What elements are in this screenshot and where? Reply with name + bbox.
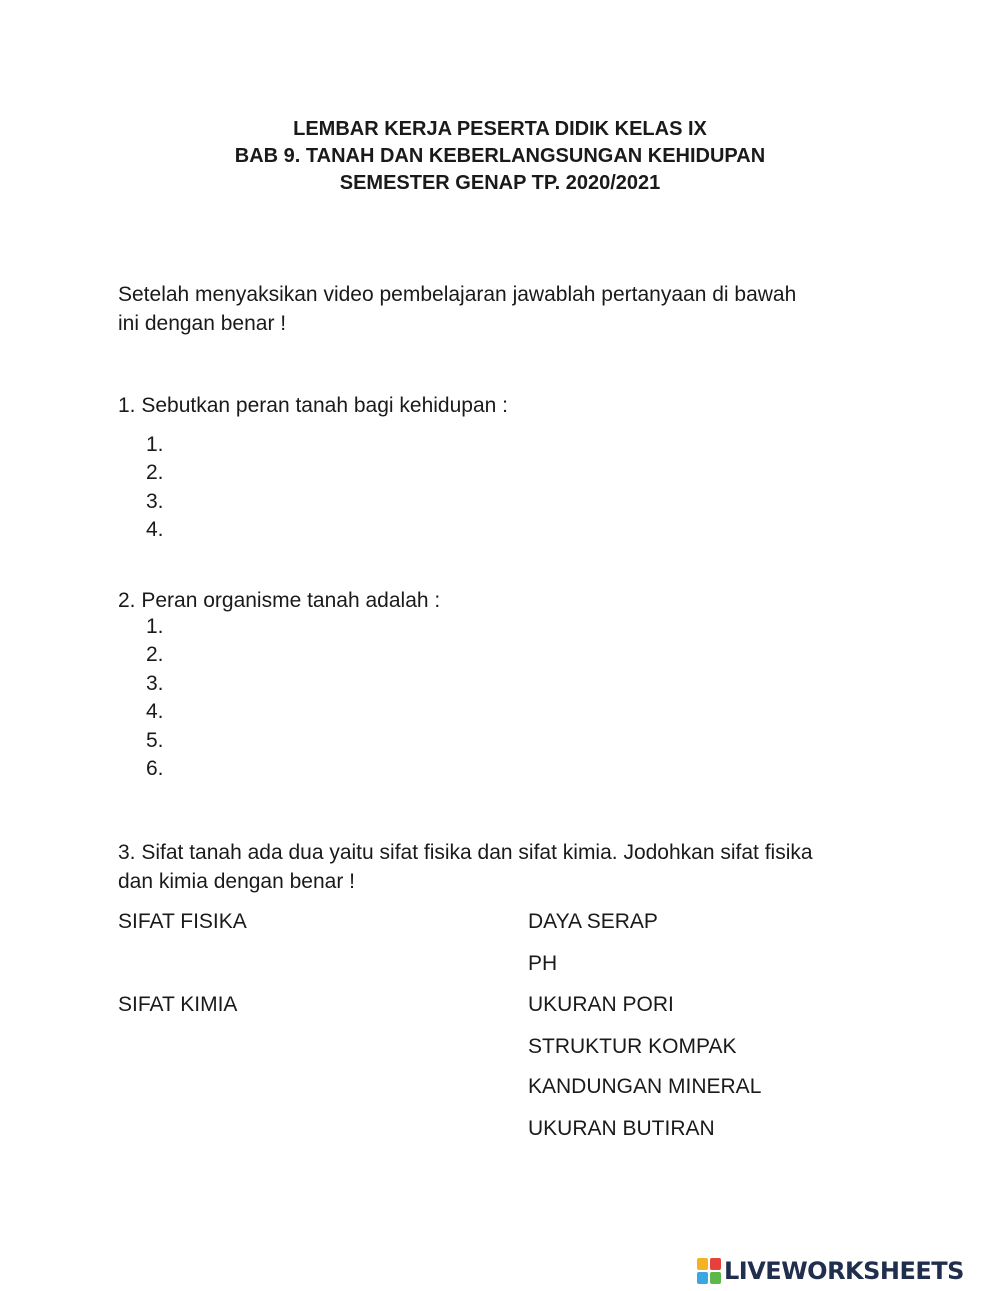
title-line-2: BAB 9. TANAH DAN KEBERLANGSUNGAN KEHIDUPAN	[234, 145, 766, 167]
category-chemical-properties[interactable]: SIFAT KIMIA	[118, 993, 238, 1016]
answer-slot[interactable]: 3.	[146, 489, 164, 513]
instructions-line-1: Setelah menyaksikan video pembelajaran jawablah pertanyaan di bawah	[118, 283, 797, 306]
answer-slot[interactable]: 1.	[146, 615, 164, 638]
match-option[interactable]: UKURAN BUTIRAN	[528, 1117, 715, 1140]
liveworksheets-wordmark: LIVEWORKSHEETS	[724, 1257, 964, 1285]
logo-tile	[697, 1258, 708, 1270]
question-2-answer-list	[146, 613, 164, 783]
liveworksheets-logo-icon	[697, 1258, 721, 1284]
answer-slot[interactable]: 2.	[146, 643, 164, 667]
match-option[interactable]: DAYA SERAP	[528, 910, 658, 933]
answer-slot[interactable]: 1.	[146, 433, 164, 456]
worksheet-title	[0, 116, 1000, 197]
answer-slot[interactable]: 6.	[146, 756, 164, 780]
category-physical-properties[interactable]: SIFAT FISIKA	[118, 910, 247, 933]
instructions	[118, 280, 796, 338]
logo-tile	[697, 1272, 708, 1284]
match-option[interactable]: PH	[528, 952, 558, 975]
answer-slot[interactable]: 3.	[146, 671, 164, 695]
question-1-text: 1. Sebutkan peran tanah bagi kehidupan :	[118, 394, 508, 417]
answer-slot[interactable]: 4.	[146, 518, 164, 542]
title-line-1: LEMBAR KERJA PESERTA DIDIK KELAS IX	[293, 118, 707, 140]
match-option[interactable]: KANDUNGAN MINERAL	[528, 1075, 762, 1098]
match-option[interactable]: UKURAN PORI	[528, 993, 674, 1016]
answer-slot[interactable]: 2.	[146, 461, 164, 485]
question-1-answer-list	[146, 431, 164, 545]
logo-tile	[710, 1272, 721, 1284]
answer-slot[interactable]: 4.	[146, 700, 164, 724]
instructions-line-2: ini dengan benar !	[118, 312, 287, 335]
question-3-text	[118, 838, 813, 896]
question-3-line-2: dan kimia dengan benar !	[118, 870, 355, 893]
title-line-3: SEMESTER GENAP TP. 2020/2021	[339, 172, 661, 194]
answer-slot[interactable]: 5.	[146, 728, 164, 752]
match-option[interactable]: STRUKTUR KOMPAK	[528, 1035, 737, 1058]
logo-tile	[710, 1258, 721, 1270]
liveworksheets-logo	[697, 1255, 964, 1287]
question-2-text: 2. Peran organisme tanah adalah :	[118, 589, 441, 612]
question-3-line-1: 3. Sifat tanah ada dua yaitu sifat fisika dan sifat kimia. Jodohkan sifat fisika	[118, 841, 813, 864]
